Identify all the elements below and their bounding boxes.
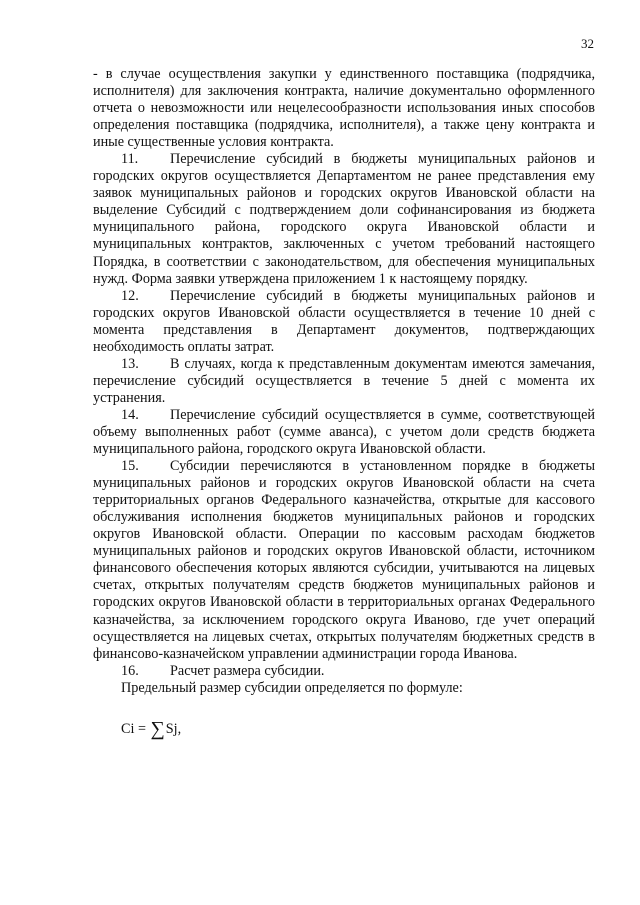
page-number: 32 [581, 36, 594, 51]
paragraph-15 [93, 458, 595, 663]
paragraph-number: 16. [121, 662, 139, 679]
formula-left: Ci = [121, 720, 150, 737]
formula [121, 719, 595, 739]
paragraph-text: Расчет размера субсидии. [170, 662, 325, 679]
document-body [93, 66, 595, 739]
sigma-symbol: ∑ [150, 717, 165, 740]
paragraph-number: 14. [121, 406, 139, 423]
paragraph-intro: - в случае осуществления закупки у единственного поставщика (подрядчика, исполнителя) для заключения контракта, наличие документально оформленного отчета о невозможности или нецелесообразности использования иных способов определения поставщика (подрядчика, исполнителя), а также цену контракта и иные существенные условия контракта. [93, 66, 595, 151]
paragraph-number: 15. [121, 458, 139, 475]
paragraph-number: 11. [121, 151, 139, 168]
formula-right: Sj, [165, 720, 182, 737]
paragraph-text: Субсидии перечисляются в установленном порядке в бюджеты муниципальных районов и городских округов Ивановской области на счета территориальных органов Федерального казначейства, открытые для кассового обслуживания исполнения бюджетов муниципальных районов и городских округов Ивановской области. Операции по кассовым расходам бюджетов муниципальных районов и городских округов Ивановской области, источником финансового обеспечения которых являются субсидии, учитываются на лицевых счетах, открытых получателям средств бюджетов муниципальных районов и городских округов Ивановской области в территориальных органах Федерального казначейства, за исключением городского округа Иваново, где учет операций осуществляется на лицевых счетах, открытых получателям бюджетных средств в финансово-казначейском управлении администрации города Иванова. [93, 458, 595, 662]
paragraph-formula-intro: Предельный размер субсидии определяется по формуле: [121, 679, 463, 696]
paragraph-text: В случаях, когда к представленным документам имеются замечания, перечисление субсидий осуществляется в течение 5 дней с момента их устранения. [93, 355, 595, 406]
paragraph-text: Перечисление субсидий в бюджеты муниципальных районов и городских округов осуществляется Департаментом не ранее представления ему заявок муниципальных районов и городских округов Ивановской области на выделение Субсидий с подтверждением доли софинансирования из бюджета муниципального района, городского округа Ивановской области и муниципальных контрактов, заключенных с учетом требований настоящего Порядка, в соответствии с законодательством, для обеспечения муниципальных нужд. Форма заявки утверждена приложением 1 к настоящему порядку. [93, 151, 595, 287]
paragraph-number: 12. [121, 287, 139, 304]
paragraph-text: Перечисление субсидий осуществляется в сумме, соответствующей объему выполненных работ (сумме аванса), с учетом доли средств бюджета муниципального района, городского округа Ивановской области. [93, 406, 595, 458]
paragraph-16 [93, 663, 595, 680]
paragraph-number: 13. [121, 355, 139, 372]
paragraph-text: Перечисление субсидий в бюджеты муниципальных районов и городских округов Ивановской области осуществляется в течение 10 дней с момента представления в Департамент документов, подтверждающих необходимость оплаты затрат. [93, 287, 595, 355]
paragraph-13 [93, 356, 595, 407]
paragraph-14 [93, 407, 595, 458]
paragraph-12 [93, 288, 595, 356]
paragraph-11 [93, 151, 595, 287]
